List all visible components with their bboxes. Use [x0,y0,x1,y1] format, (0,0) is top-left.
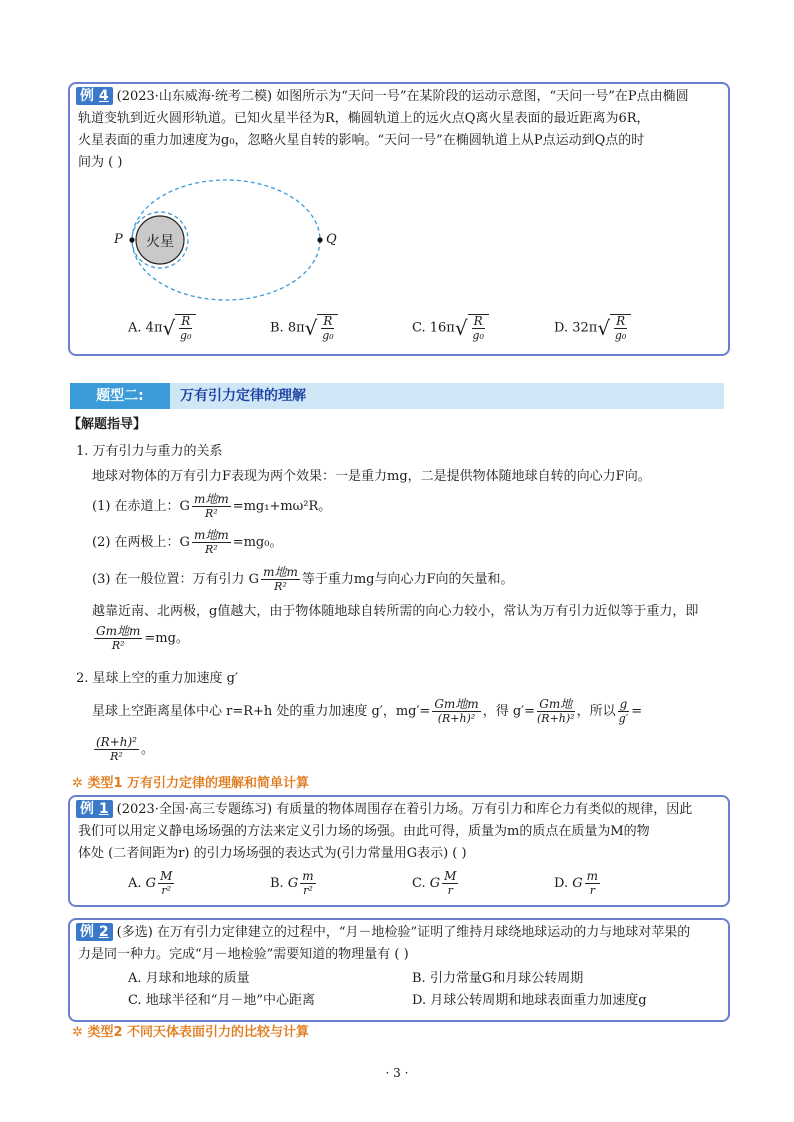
point-p-label: P [114,232,123,247]
example-4-line-3: 火星表面的重力加速度为g₀，忽略火星自转的影响。“天问一号”在椭圆轨道上从P点运动到Q点的时 [78,133,645,148]
guide-heading: 【解题指导】 [68,417,147,432]
guide-note-line-1: 越靠近南、北两极，g值越大，由于物体随地球自转所需的向心力较小，常认为万有引力近似等于重力，即 [92,604,699,619]
example-4-tag: 例 4 [76,87,113,105]
example-4-option-a[interactable]: A. 4π√ $\frac{R}{\text{g₀}}$ [128,314,196,342]
example-2-line-2: 力是同一种力。完成“月－地检验”需要知道的物理量有 ( ) [78,947,409,962]
example-4-option-d[interactable]: D. 32π√ $\frac{R}{\text{g₀}}$ [554,314,631,342]
example-4-line-1 [76,86,726,108]
guide-item-2-title: 2. 星球上空的重力加速度 g′ [76,671,238,686]
example-4-line-2: 轨道变轨到近火圆形轨道。已知火星半径为R，椭圆轨道上的远火点Q离火星表面的最近距离为6R， [78,111,650,126]
point-q-dot [317,237,322,242]
type-1-heading: ✲ 类型1 万有引力定律的理解和简单计算 [72,776,310,791]
guide-item-2-text: 星球上空距离星体中心 r=R+h 处的重力加速度 g′，mg′= $\frac{\text{Gm地m}}{\text{(R+h)²}}$ ，得 g′= $\frac{\text{Gm地}}{\text{(R+h)²}}$ ，所以 $\frac{g}{g'}$ = [92,697,643,725]
example-4-option-b[interactable]: B. 8π√ $\frac{R}{\text{g₀}}$ [270,314,338,342]
guide-eq-2: (2) 在两极上：G $\frac{\text{m地m}}{\text{R²}}$ =mg₀。 [92,528,283,556]
example-2-line-1: 例 2 (多选) 在万有引力定律建立的过程中，“月－地检验”证明了维持月球绕地球运动的力与地球对苹果的 [76,922,726,944]
example-1-option-b[interactable]: B. G $\frac{m}{\text{r²}}$ [270,869,314,897]
example-1-line-2: 我们可以用定义静电场场强的方法来定义引力场的场强。由此可得，质量为m的质点在质量为M的物 [78,824,650,839]
gear-icon: ✲ [72,1025,83,1040]
example-1-option-d[interactable]: D. G $\frac{m}{r}$ [554,869,599,897]
point-p-dot [129,237,134,242]
section-label: 题型二: [70,383,170,409]
example-2-option-c[interactable]: C. 地球半径和“月－地”中心距离 [128,993,316,1008]
section-title: 万有引力定律的理解 [180,388,306,404]
guide-note-line-2: $\frac{\text{Gm地m}}{\text{R²}}$ =mg。 [96,624,189,652]
type-2-heading: ✲ 类型2 不同天体表面引力的比较与计算 [72,1025,310,1040]
guide-eq-3: (3) 在一般位置：万有引力 G $\frac{\text{m地m}}{\text{R²}}$ 等于重力mg与向心力F向的矢量和。 [92,565,514,593]
example-1-line-3: 体处 (二者间距为r) 的引力场场强的表达式为(引力常量用G表示) ( ) [78,846,467,861]
example-4-text-1: (2023·山东威海·统考二模) 如图所示为“天问一号”在某阶段的运动示意图，“天问一号”在P点由椭圆 [116,89,689,104]
guide-item-1-text: 地球对物体的万有引力F表现为两个效果：一是重力mg，二是提供物体随地球自转的向心力F向。 [92,469,651,484]
example-4-line-4: 间为 ( ) [78,155,123,170]
guide-eq-1: (1) 在赤道上：G $\frac{\text{m地m}}{\text{R²}}$ =mg₁+mω²R。 [92,492,332,520]
example-2-option-a[interactable]: A. 月球和地球的质量 [128,971,250,986]
point-q-label: Q [326,232,337,247]
planet-label: 火星 [146,234,174,250]
example-2-tag: 例 2 [76,923,113,941]
gear-icon: ✲ [72,776,83,791]
example-4-option-c[interactable]: C. 16π√ $\frac{R}{\text{g₀}}$ [412,314,489,342]
guide-item-1-title: 1. 万有引力与重力的关系 [76,444,223,459]
example-1-tag: 例 1 [76,800,113,818]
example-1-option-a[interactable]: A. G $\frac{M}{\text{r²}}$ [128,869,173,897]
guide-item-2-result: $\frac{\text{(R+h)²}}{\text{R²}}$ 。 [96,735,155,763]
page-number: · 3 · [385,1066,409,1080]
example-1-line-1: 例 1 (2023·全国·高三专题练习) 有质量的物体周围存在着引力场。万有引力和库仑力有类似的规律，因此 [76,799,726,821]
example-2-option-d[interactable]: D. 月球公转周期和地球表面重力加速度g [412,993,647,1008]
example-1-option-c[interactable]: C. G $\frac{M}{r}$ [412,869,457,897]
example-2-option-b[interactable]: B. 引力常量G和月球公转周期 [412,971,584,986]
